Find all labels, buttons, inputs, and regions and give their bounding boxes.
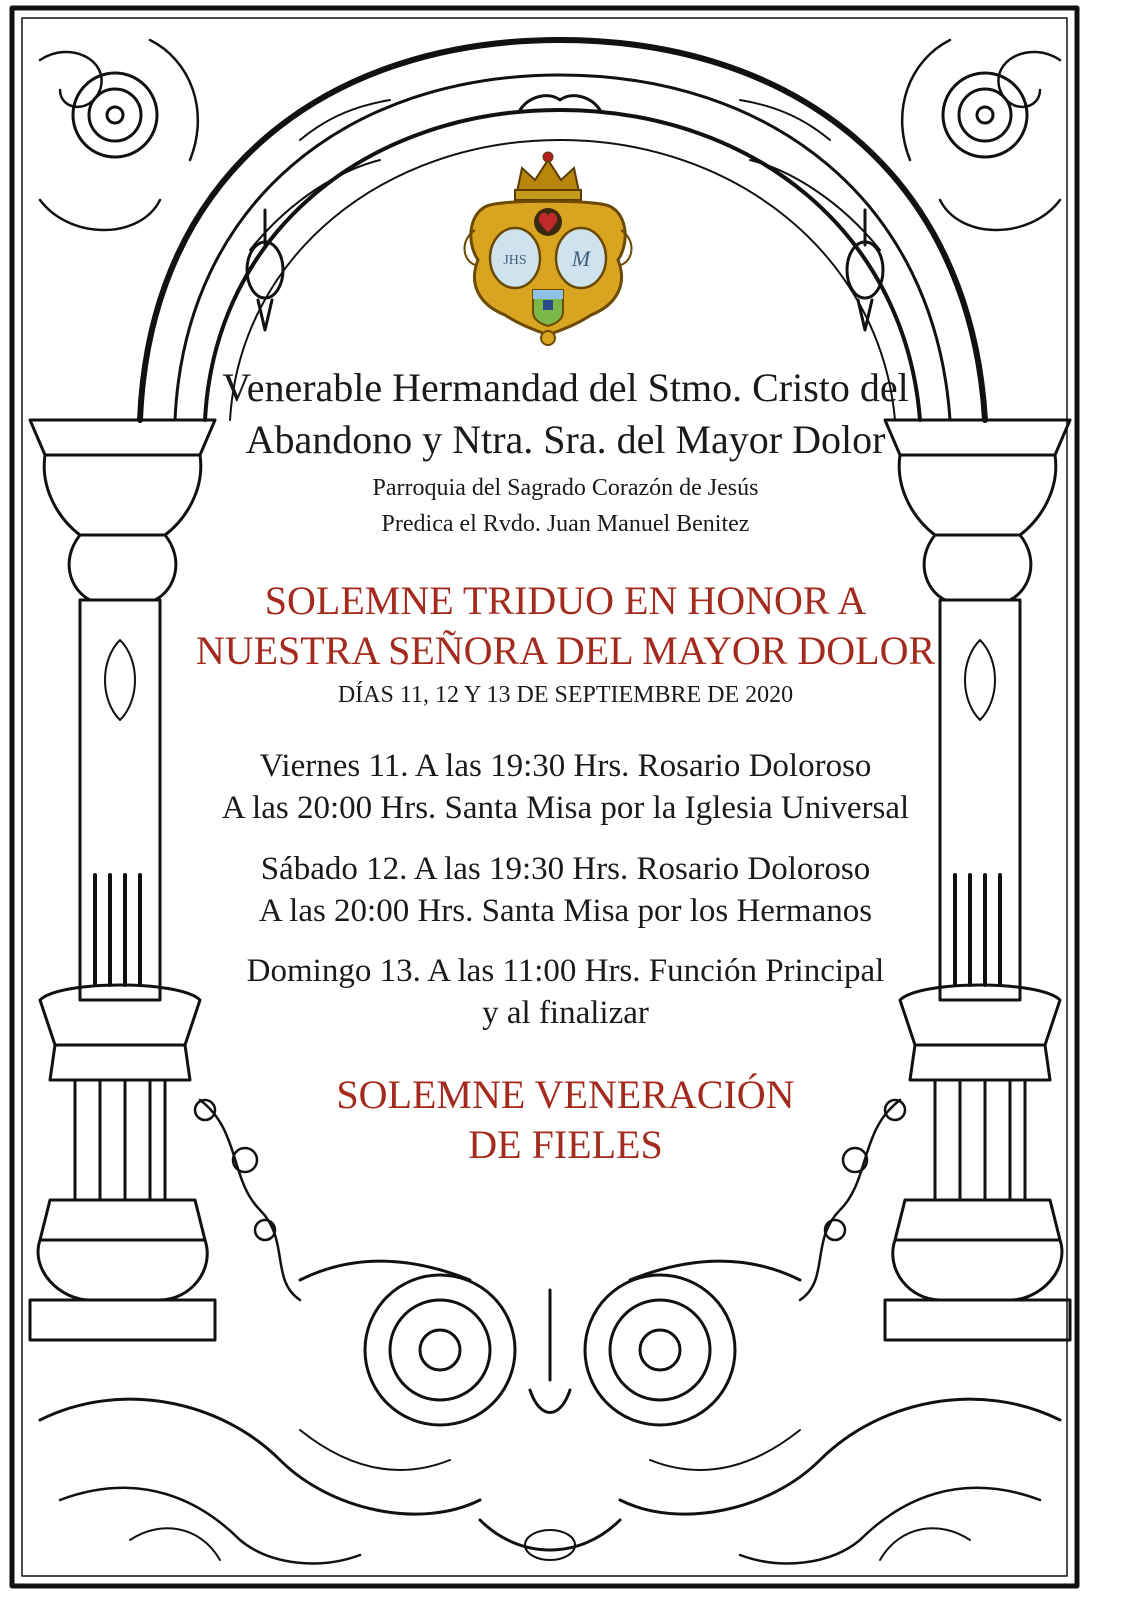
jhs-medallion	[490, 228, 540, 288]
preacher-line: Predica el Rvdo. Juan Manuel Benitez	[381, 511, 750, 537]
svg-text:M: M	[571, 246, 591, 271]
closing-title	[0, 1070, 1131, 1170]
parish-name: Parroquia del Sagrado Corazón de Jesús	[372, 475, 759, 501]
schedule-sunday	[0, 950, 1131, 1034]
schedule-line: Sábado 12. A las 19:30 Hrs. Rosario Doloroso	[260, 851, 871, 887]
event-title	[0, 576, 1131, 676]
schedule-line: A las 20:00 Hrs. Santa Misa por la Iglesia Universal	[221, 790, 910, 826]
crown-icon	[515, 152, 581, 200]
parish-info	[0, 470, 1131, 542]
brotherhood-name-line2: Abandono y Ntra. Sra. del Mayor Dolor	[245, 417, 886, 462]
schedule-line: Viernes 11. A las 19:30 Hrs. Rosario Doloroso	[259, 748, 872, 784]
heart-icon	[534, 208, 562, 236]
bottom-scrollwork	[40, 1261, 1060, 1563]
event-title-line2: NUESTRA SEÑORA DEL MAYOR DOLOR	[195, 628, 936, 673]
brotherhood-coat-of-arms	[464, 152, 631, 345]
schedule-saturday	[0, 848, 1131, 932]
event-dates-text: DÍAS 11, 12 Y 13 DE SEPTIEMBRE DE 2020	[337, 682, 794, 708]
brotherhood-name-line1: Venerable Hermandad del Stmo. Cristo del	[222, 365, 909, 410]
schedule-friday	[0, 745, 1131, 829]
event-dates	[0, 680, 1131, 710]
landscape-shield	[533, 290, 563, 326]
schedule-line: A las 20:00 Hrs. Santa Misa por los Hermanos	[258, 893, 873, 929]
brotherhood-name	[0, 362, 1131, 466]
svg-text:JHS: JHS	[503, 253, 527, 268]
closing-line2: DE FIELES	[468, 1122, 663, 1167]
schedule-line: Domingo 13. A las 11:00 Hrs. Función Principal	[246, 953, 885, 989]
event-title-line1: SOLEMNE TRIDUO EN HONOR A	[264, 578, 867, 623]
schedule-line: y al finalizar	[482, 995, 649, 1031]
marian-medallion	[556, 228, 606, 288]
closing-line1: SOLEMNE VENERACIÓN	[336, 1072, 795, 1117]
